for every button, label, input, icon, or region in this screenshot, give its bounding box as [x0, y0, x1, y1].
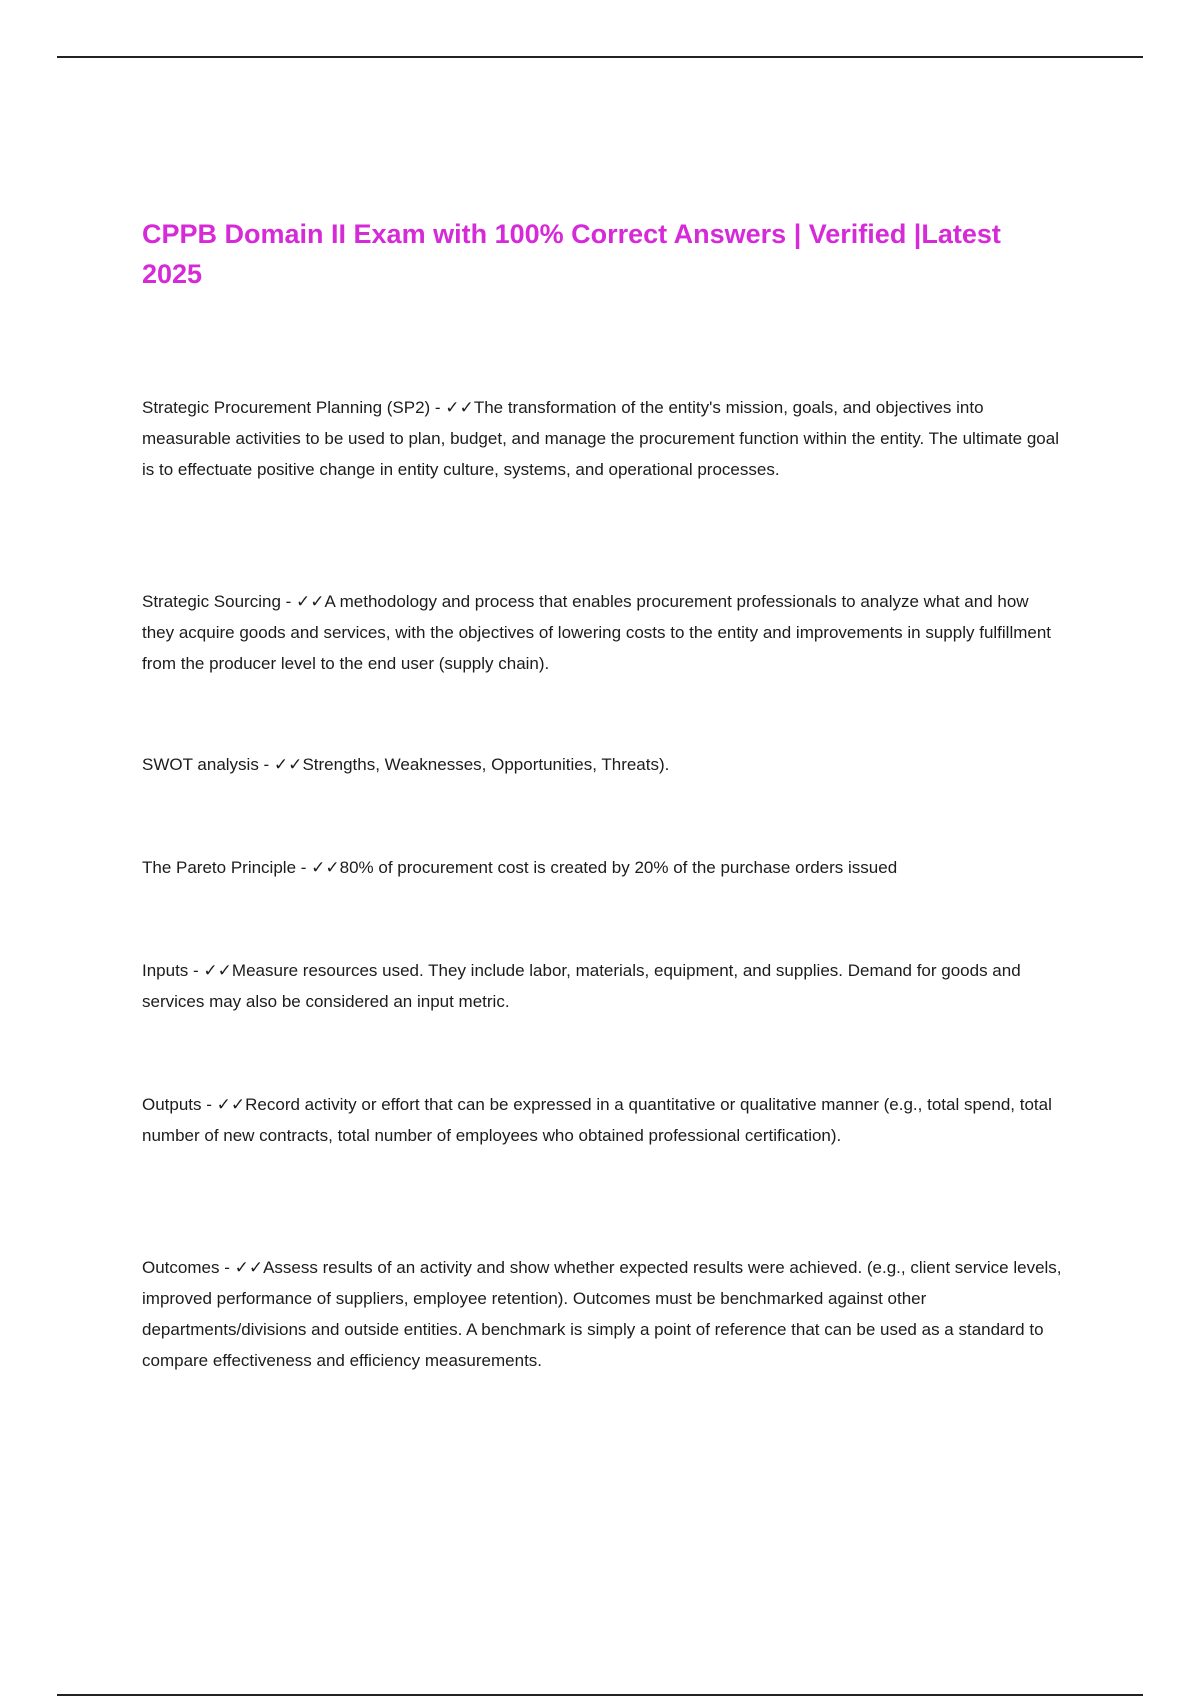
top-rule: [57, 56, 1143, 58]
entry-definition: Record activity or effort that can be expressed in a quantitative or qualitative manner (e.g., total spend, total number of new contracts, total number of employees who obtained professional certification).: [142, 1095, 1052, 1145]
check-separator: - ✓✓: [258, 755, 303, 774]
entry-term: SWOT analysis: [142, 755, 259, 774]
entry-term: Inputs: [142, 961, 189, 980]
entry-strategic-sourcing: [142, 586, 1062, 679]
entry-term: Strategic Sourcing: [142, 592, 281, 611]
entry-definition: Assess results of an activity and show whether expected results were achieved. (e.g., client service levels, improved performance of suppliers, employee retention). Outcomes must be benchmarked against other departments/divisions and outside entities. A benchmark is simply a point of reference that can be used as a standard to compare effectiveness and efficiency measurements.: [142, 1258, 1062, 1370]
entry-term: Strategic Procurement Planning (SP2): [142, 398, 431, 417]
entry-outputs: [142, 1089, 1062, 1151]
check-separator: - ✓✓: [280, 592, 325, 611]
entry-swot-analysis: [142, 749, 669, 780]
document-title: CPPB Domain II Exam with 100% Correct Answers | Verified |Latest 2025: [142, 219, 1001, 289]
check-separator: - ✓✓: [201, 1095, 246, 1114]
bottom-rule: [57, 1694, 1143, 1696]
entry-pareto-principle: [142, 852, 897, 883]
entry-definition: Measure resources used. They include labor, materials, equipment, and supplies. Demand for goods and services may also be considered an input metric.: [142, 961, 1021, 1011]
entry-term: Outputs: [142, 1095, 202, 1114]
entry-definition: A methodology and process that enables procurement professionals to analyze what and how they acquire goods and services, with the objectives of lowering costs to the entity and improvements in supply fulfillment from the producer level to the end user (supply chain).: [142, 592, 1052, 673]
check-separator: - ✓✓: [188, 961, 232, 980]
entry-definition: 80% of procurement cost is created by 20% of the purchase orders issued: [339, 858, 898, 877]
entry-definition: The transformation of the entity's mission, goals, and objectives into measurable activities to be used to plan, budget, and manage the procurement function within the entity. The ultimate goal is to effectuate positive change in entity culture, systems, and operational processes.: [142, 398, 1059, 479]
check-separator: - ✓✓: [430, 398, 474, 417]
entry-definition: Strengths, Weaknesses, Opportunities, Threats).: [302, 755, 670, 774]
entry-term: The Pareto Principle: [142, 858, 297, 877]
check-separator: - ✓✓: [296, 858, 340, 877]
entry-term: Outcomes: [142, 1258, 220, 1277]
entry-outcomes: [142, 1252, 1062, 1376]
check-separator: - ✓✓: [219, 1258, 264, 1277]
entry-inputs: [142, 955, 1062, 1017]
entry-strategic-procurement-planning: [142, 392, 1062, 485]
